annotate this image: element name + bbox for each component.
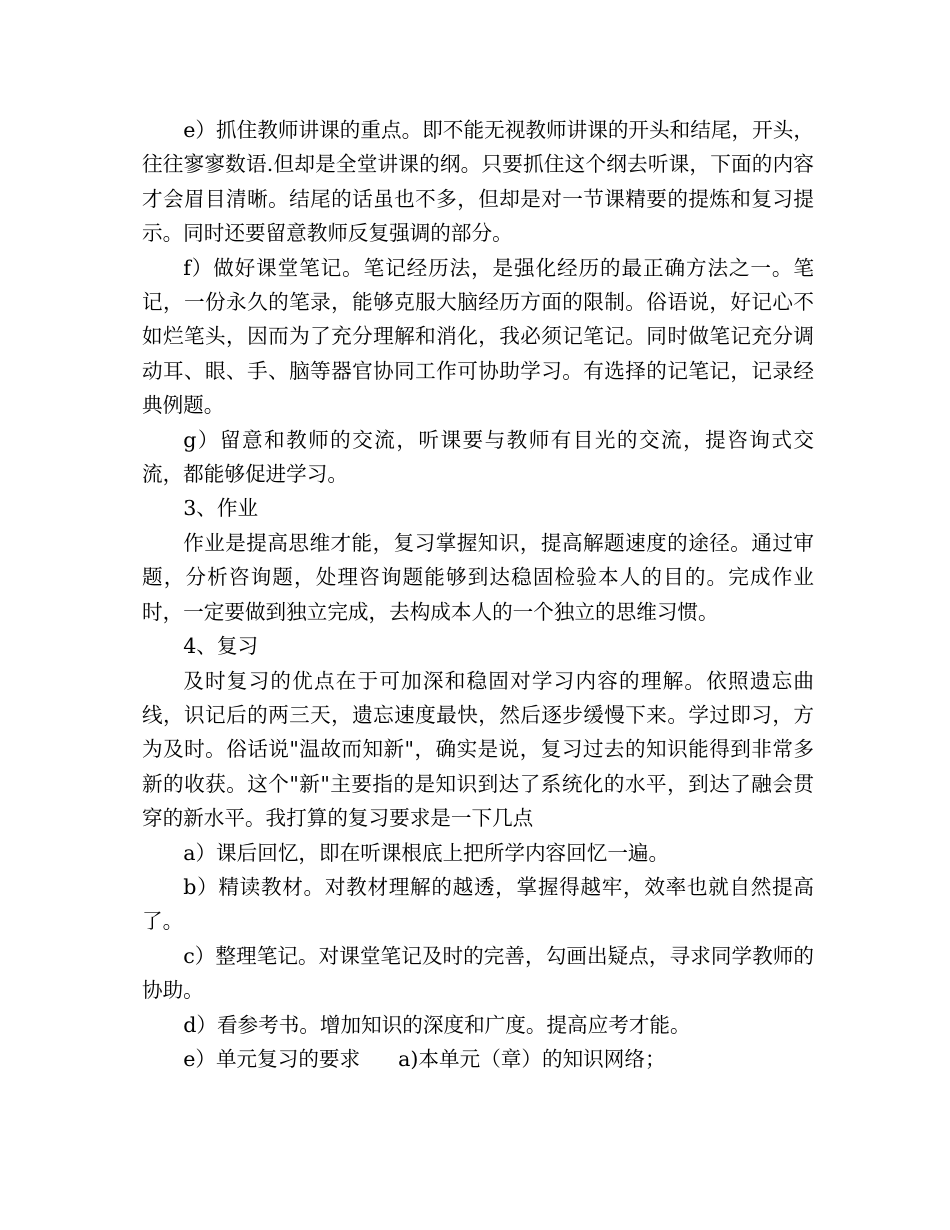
- paragraph-c-organize-notes: c）整理笔记。对课堂笔记及时的完善，勾画出疑点，寻求同学教师的协助。: [142, 943, 814, 1003]
- paragraph-a-recall: a）课后回忆，即在听课根底上把所学内容回忆一遍。: [183, 840, 670, 865]
- paragraph-f-class-notes: f）做好课堂笔记。笔记经历法，是强化经历的最正确方法之一。笔记，一份永久的笔录，能够克服大脑经历方面的限制。俗语说，好记心不如烂笔头，因而为了充分理解和消化，我必须记笔记。同时做笔记充分调动耳、眼、手、脑等器官协同工作可协助学习。有选择的记笔记，记录经典例题。: [142, 255, 814, 418]
- document-page: [142, 113, 814, 1076]
- unit-review-item-a: a)本单元（章）的知识网络；: [398, 1046, 666, 1071]
- paragraph-g-teacher-communication: g）留意和教师的交流，听课要与教师有目光的交流，提咨询式交流，都能够促进学习。: [142, 427, 814, 487]
- paragraph-e-unit-review: [142, 1042, 814, 1076]
- paragraph-homework: 作业是提高思维才能，复习掌握知识，提高解题速度的途径。通过审题，分析咨询题，处理咨询题能够到达稳固检验本人的目的。完成作业时，一定要做到独立完成，去构成本人的一个独立的思维习惯。: [142, 530, 814, 624]
- paragraph-d-reference-books: d）看参考书。增加知识的深度和广度。提高应考才能。: [183, 1012, 691, 1037]
- section-heading-homework: 3、作业: [183, 496, 259, 521]
- unit-review-label: e）单元复习的要求: [183, 1046, 361, 1071]
- paragraph-e-key-points: e）抓住教师讲课的重点。即不能无视教师讲课的开头和结尾，开头，往往寥寥数语.但却是全堂讲课的纲。只要抓住这个纲去听课，下面的内容才会眉目清晰。结尾的话虽也不多，但却是对一节课精要的提炼和复习提示。同时还要留意教师反复强调的部分。: [142, 118, 814, 246]
- paragraph-review: 及时复习的优点在于可加深和稳固对学习内容的理解。依照遗忘曲线，识记后的两三天，遗忘速度最快，然后逐步缓慢下来。学过即习，方为及时。俗话说"温故而知新"，确实是说，复习过去的知识能得到非常多新的收获。这个"新"主要指的是知识到达了系统化的水平，到达了融会贯穿的新水平。我打算的复习要求是一下几点: [142, 668, 814, 831]
- section-heading-review: 4、复习: [183, 634, 259, 659]
- paragraph-b-textbook: b）精读教材。对教材理解的越透，掌握得越牢，效率也就自然提高了。: [142, 874, 814, 934]
